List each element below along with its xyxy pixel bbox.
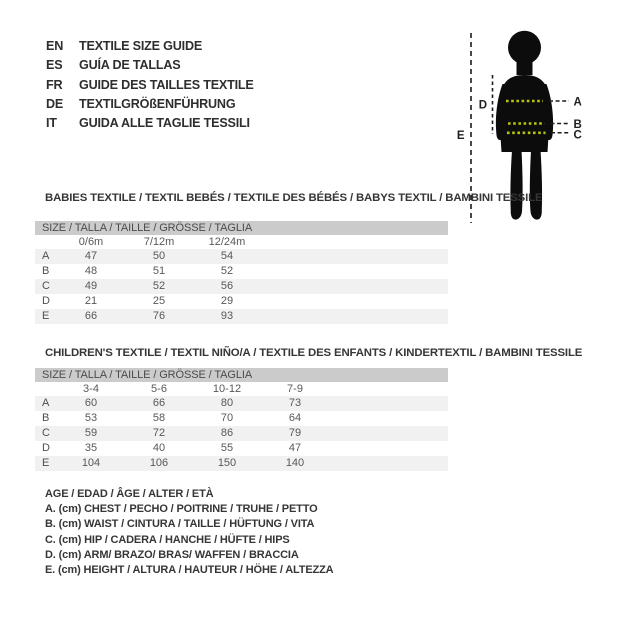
table-cell: 21 [84, 295, 98, 307]
table-row [35, 426, 448, 441]
table-row [35, 249, 448, 264]
table-cell: 59 [84, 427, 98, 439]
language-label: GUIDE DES TAILLES TEXTILE [79, 77, 254, 92]
children-section-title: CHILDREN'S TEXTILE / TEXTIL NIÑO/A / TEXTILE DES ENFANTS / KINDERTEXTIL / BAMBINI TESSILE [45, 347, 583, 359]
legend-hip-line: C. (cm) HIP / CADERA / HANCHE / HÜFTE / HIPS [45, 533, 290, 546]
spacer [329, 382, 448, 396]
table-cell: 48 [84, 265, 98, 277]
legend-age-line: AGE / EDAD / ÂGE / ALTER / ETÀ [45, 488, 214, 500]
table-cell: 93 [220, 310, 234, 322]
language-code: IT [46, 116, 57, 131]
spacer [329, 396, 448, 411]
table-cell: 73 [288, 397, 302, 409]
table-cell: 29 [220, 295, 234, 307]
language-label: TEXTILGRÖßENFÜHRUNG [79, 96, 236, 111]
table-row [35, 264, 448, 279]
row-label: C [42, 427, 50, 439]
measure-label-c: C [573, 129, 582, 142]
spacer [329, 441, 448, 456]
table-cell: 40 [152, 442, 166, 454]
legend-arm-line: D. (cm) ARM/ BRAZO/ BRAS/ WAFFEN / BRACCIA [45, 548, 299, 561]
measurement-legend [45, 487, 333, 578]
measure-label-b: B [573, 119, 582, 131]
table-cell: 35 [84, 442, 98, 454]
table-cell: 58 [152, 412, 166, 424]
column-header: 10-12 [212, 383, 242, 395]
row-label: C [42, 280, 50, 292]
language-label: GUIDA ALLE TAGLIE TESSILI [79, 116, 250, 131]
table-row [35, 411, 448, 426]
language-code: DE [46, 96, 64, 111]
table-cell: 79 [288, 427, 302, 439]
table-cell: 52 [152, 280, 166, 292]
table-cell: 72 [152, 427, 166, 439]
language-code: ES [46, 58, 63, 73]
measure-label-d: D [478, 99, 487, 112]
spacer [261, 294, 448, 309]
table-cell: 70 [220, 412, 234, 424]
table-cell: 47 [288, 442, 302, 454]
table-cell: 66 [152, 397, 166, 409]
table-cell: 150 [217, 457, 237, 469]
table-cell: 50 [152, 250, 166, 262]
column-header: 5-6 [151, 383, 167, 395]
measure-label-a: A [573, 96, 582, 109]
spacer [35, 382, 57, 396]
table-cell: 60 [84, 397, 98, 409]
table-cell: 104 [81, 457, 101, 469]
legend-waist-line: B. (cm) WAIST / CINTURA / TAILLE / HÜFTUNG / VITA [45, 518, 315, 531]
language-label: TEXTILE SIZE GUIDE [79, 39, 203, 53]
row-label: E [42, 457, 50, 469]
spacer [261, 249, 448, 264]
spacer [35, 235, 57, 249]
table-row [35, 396, 448, 411]
table-cell: 54 [220, 250, 234, 262]
size-header-band: SIZE / TALLA / TAILLE / GRÖSSE / TAGLIA [35, 221, 448, 235]
row-label: B [42, 412, 50, 424]
table-cell: 66 [84, 310, 98, 322]
column-header-row [35, 382, 448, 396]
language-row-fr [46, 76, 254, 95]
language-row-de [46, 95, 254, 114]
children-size-table [35, 368, 448, 471]
row-label: D [42, 295, 50, 307]
table-cell: 76 [152, 310, 166, 322]
column-header: 12/24m [208, 236, 246, 248]
legend-height-line: E. (cm) HEIGHT / ALTURA / HAUTEUR / HÖHE / ALTEZZA [45, 563, 334, 576]
spacer [329, 426, 448, 441]
row-label: E [42, 310, 50, 322]
column-header: 7/12m [143, 236, 175, 248]
language-row-es [46, 56, 254, 75]
table-row [35, 441, 448, 456]
spacer [329, 456, 448, 471]
table-row [35, 309, 448, 324]
column-header: 0/6m [78, 236, 104, 248]
table-cell: 80 [220, 397, 234, 409]
table-cell: 51 [152, 265, 166, 277]
language-row-en [46, 37, 254, 56]
spacer [329, 411, 448, 426]
language-row-it [46, 114, 254, 133]
row-label: A [42, 250, 50, 262]
spacer [261, 279, 448, 294]
table-cell: 55 [220, 442, 234, 454]
column-header: 7-9 [287, 383, 303, 395]
size-header-band: SIZE / TALLA / TAILLE / GRÖSSE / TAGLIA [35, 368, 448, 382]
row-label: A [42, 397, 50, 409]
table-cell: 49 [84, 280, 98, 292]
spacer [261, 264, 448, 279]
column-header-row [35, 235, 448, 249]
table-cell: 64 [288, 412, 302, 424]
table-cell: 47 [84, 250, 98, 262]
table-cell: 52 [220, 265, 234, 277]
spacer [261, 309, 448, 324]
babies-size-table [35, 221, 448, 324]
language-code: EN [46, 39, 64, 53]
babies-section-title: BABIES TEXTILE / TEXTIL BEBÉS / TEXTILE DES BÉBÉS / BABYS TEXTIL / BAMBINI TESSILE [45, 192, 543, 204]
table-cell: 56 [220, 280, 234, 292]
table-cell: 86 [220, 427, 234, 439]
spacer [261, 235, 448, 249]
row-label: B [42, 265, 50, 277]
measure-label-e: E [456, 130, 465, 142]
table-cell: 140 [285, 457, 305, 469]
language-list [46, 37, 254, 133]
table-cell: 53 [84, 412, 98, 424]
table-cell: 25 [152, 295, 166, 307]
row-label: D [42, 442, 50, 454]
table-row [35, 294, 448, 309]
table-cell: 106 [149, 457, 169, 469]
language-label: GUÍA DE TALLAS [79, 58, 181, 73]
table-row [35, 456, 448, 471]
column-header: 3-4 [83, 383, 99, 395]
table-row [35, 279, 448, 294]
legend-chest-line: A. (cm) CHEST / PECHO / POITRINE / TRUHE / PETTO [45, 503, 318, 516]
language-code: FR [46, 77, 63, 92]
